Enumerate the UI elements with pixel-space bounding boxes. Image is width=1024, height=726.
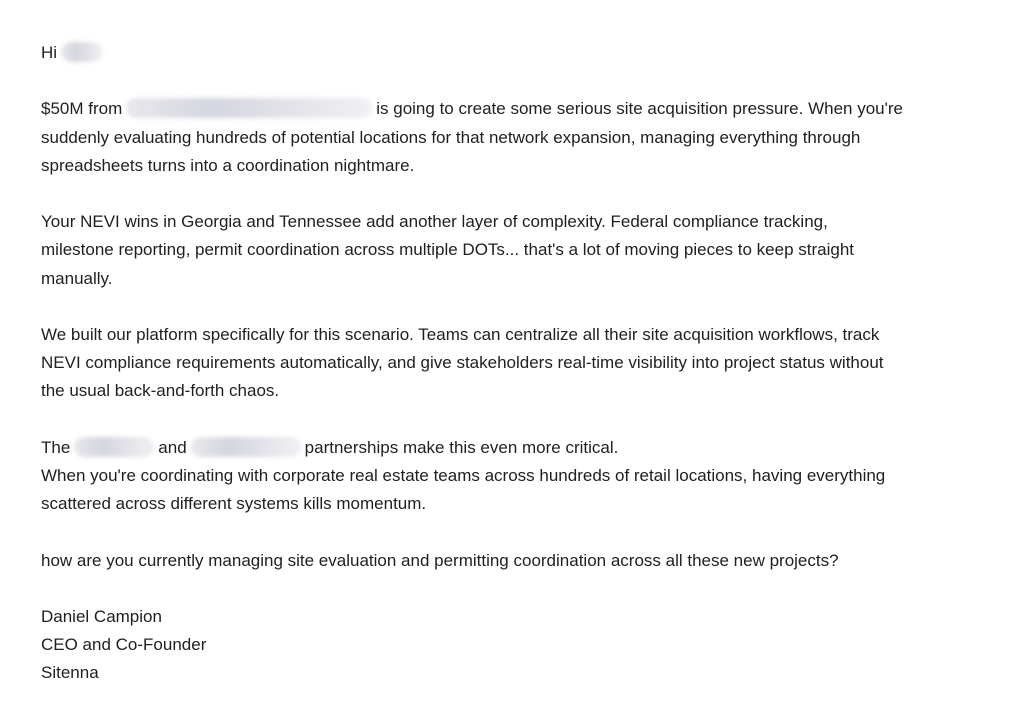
paragraph-platform [41,321,1001,406]
paragraph-line [41,434,1001,462]
paragraph-line: We built our platform specifically for this scenario. Teams can centralize all their site acquisition workflows, track [41,324,880,344]
paragraph-line: manually. [41,268,113,288]
paragraph-line: suddenly evaluating hundreds of potential locations for that network expansion, managing everything through [41,127,861,147]
paragraph-line: scattered across different systems kills momentum. [41,494,427,514]
text-fragment: $50M from [41,99,123,119]
paragraph-line: milestone reporting, permit coordination across multiple DOTs... that's a lot of moving pieces to keep straight [41,240,855,260]
greeting-text: Hi [41,43,58,62]
signature-name: Daniel Campion [41,606,162,626]
paragraph-line: When you're coordinating with corporate real estate teams across hundreds of retail locations, having everything [41,465,886,485]
redacted-partner-name-2 [191,437,301,457]
paragraph-line [41,95,1001,123]
paragraph-line: Your NEVI wins in Georgia and Tennessee add another layer of complexity. Federal compliance tracking, [41,212,828,232]
signature-block [41,603,1001,688]
paragraph-question [41,547,1001,575]
paragraph-nevi [41,208,1001,293]
text-fragment: is going to create some serious site acquisition pressure. When you're [376,99,903,119]
redacted-recipient-name [61,42,103,62]
paragraph-line: NEVI compliance requirements automatically, and give stakeholders real-time visibility into project status without [41,353,884,373]
redacted-investor-name [126,98,372,118]
signature-company: Sitenna [41,663,99,683]
paragraph-line: the usual back-and-forth chaos. [41,381,280,401]
greeting-line [41,39,1001,67]
paragraph-funding [41,95,1001,180]
text-fragment: The [41,437,71,457]
email-body [41,39,1001,688]
text-fragment: partnerships make this even more critical. [304,437,619,457]
paragraph-line: spreadsheets turns into a coordination nightmare. [41,155,415,175]
paragraph-line: how are you currently managing site evaluation and permitting coordination across all these new projects? [41,550,839,570]
signature-title: CEO and Co-Founder [41,635,207,655]
redacted-partner-name-1 [74,437,154,457]
paragraph-partnerships [41,434,1001,519]
text-fragment: and [158,437,187,457]
